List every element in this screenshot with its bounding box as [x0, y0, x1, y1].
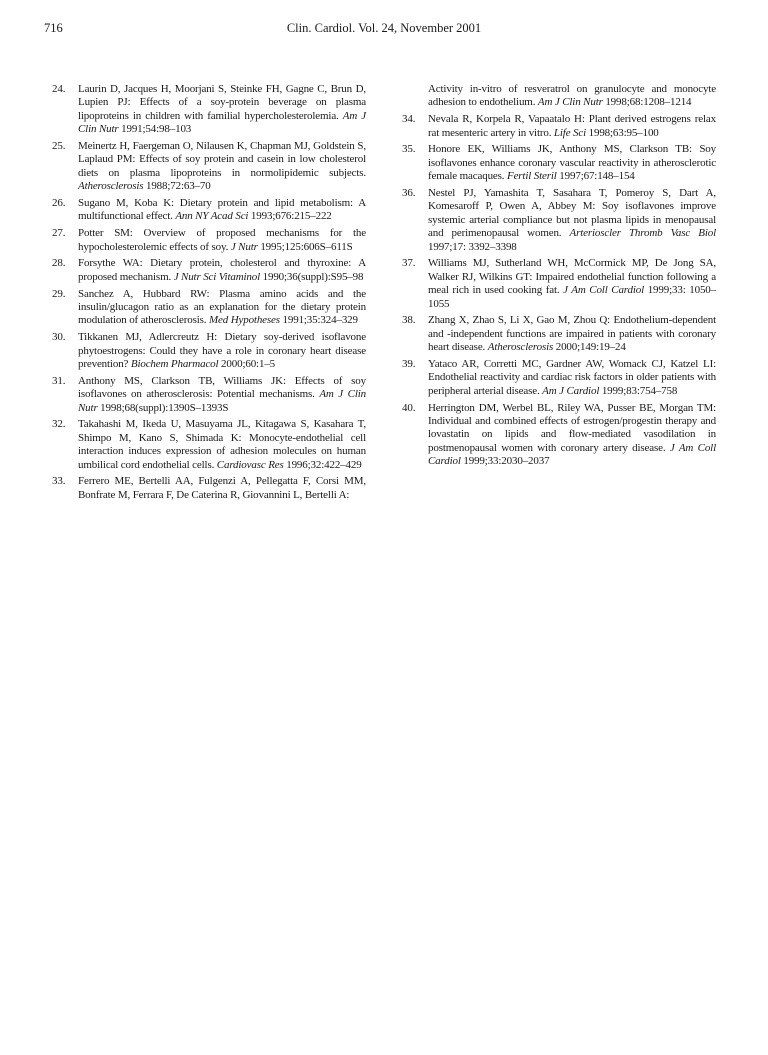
reference-number: 33. [52, 475, 66, 488]
reference-body: Sugano M, Koba K: Dietary protein and lipid metabolism: A multifunctional effect. Ann NY Acad Sci 1993;676:215–222 [78, 197, 366, 223]
reference-body: Ferrero ME, Bertelli AA, Fulgenzi A, Pellegatta F, Corsi MM, Bonfrate M, Ferrara F, De Caterina R, Giovannini L, Bertelli A: [78, 475, 366, 501]
journal-name: Arterioscler Thromb Vasc Biol [569, 227, 716, 240]
running-head: Clin. Cardiol. Vol. 24, November 2001 [286, 21, 482, 35]
reference-body: Herrington DM, Werbel BL, Riley WA, Pusser BE, Morgan TM: Individual and combined effects of estrogen/progestin therapy and lovastatin on lipids and flow-mediated vasodilation in postmenopausal women with coronary artery disease. J Am Coll Cardiol 1999;33:2030–2037 [428, 401, 716, 468]
reference-body: Takahashi M, Ikeda U, Masuyama JL, Kitagawa S, Kasahara T, Shimpo M, Kano S, Shimada K: Monocyte-endothelial cell interaction induces expression of adhesion molecules on human umbilical cord endothelial cells. Cardiovasc Res 1996;32:422–429 [78, 418, 366, 471]
reference-35 [402, 143, 716, 183]
reference-number: 39. [402, 358, 416, 371]
reference-number: 27. [52, 227, 66, 240]
reference-number: 29. [52, 287, 66, 300]
reference-40 [402, 402, 716, 469]
reference-number: 24. [52, 83, 66, 95]
reference-number: 35. [402, 143, 416, 156]
reference-38 [402, 314, 716, 354]
reference-number: 25. [52, 140, 66, 153]
journal-name: J Am Coll Cardiol [428, 441, 716, 468]
reference-number: 28. [52, 257, 66, 270]
reference-body: Sanchez A, Hubbard RW: Plasma amino acids and the insulin/glucagon ratio as an explanation for the dietary protein modulation of atherosclerosis. Med Hypotheses 1991;35:324–329 [78, 287, 366, 327]
journal-name: Am J Clin Nutr [78, 109, 366, 136]
journal-name: Am J Clin Nutr [537, 96, 603, 109]
reference-body: Forsythe WA: Dietary protein, cholesterol and thyroxine: A proposed mechanism. J Nutr Sci Vitaminol 1990;36(suppl):S95–98 [78, 257, 366, 283]
reference-body: Anthony MS, Clarkson TB, Williams JK: Effects of soy isoflavones on atherosclerosis: Potential mechanisms. Am J Clin Nutr 1998;68(suppl):1390S–1393S [78, 374, 366, 414]
reference-body: Potter SM: Overview of proposed mechanisms for the hypocholesterolemic effects of soy. J Nutr 1995;125:606S–611S [78, 227, 366, 253]
reference-body: Laurin D, Jacques H, Moorjani S, Steinke FH, Gagne C, Brun D, Lupien PJ: Effects of a soy-protein beverage on plasma lipoproteins in children with familial hypercholesterolemia. Am J Clin Nutr 1991;54:98–103 [78, 83, 366, 136]
reference-26 [52, 197, 366, 224]
reference-33-continuation: Activity in-vitro of resveratrol on granulocyte and monocyte adhesion to endothelium. Am J Clin Nutr 1998;68:1208–1214 [428, 83, 716, 109]
reference-number: 34. [402, 113, 416, 126]
reference-number: 30. [52, 331, 66, 344]
reference-body: Meinertz H, Faergeman O, Nilausen K, Chapman MJ, Goldstein S, Laplaud PM: Effects of soy protein and casein in low cholesterol diets on plasma lipoproteins in normolipidemic subjects. Atherosclerosis 1988;72:63–70 [78, 140, 366, 193]
reference-37 [402, 257, 716, 311]
reference-27 [52, 227, 366, 254]
reference-number: 36. [402, 187, 416, 200]
reference-body: Yataco AR, Corretti MC, Gardner AW, Womack CJ, Katzel LI: Endothelial reactivity and cardiac risk factors in older patients with peripheral arterial disease. Am J Cardiol 1999;83:754–758 [428, 358, 716, 397]
reference-32 [52, 418, 366, 472]
reference-number: 32. [52, 418, 66, 431]
reference-34 [402, 113, 716, 140]
journal-name: Life Sci [553, 126, 587, 139]
reference-number: 31. [52, 374, 66, 387]
reference-29 [52, 288, 366, 328]
journal-name: J Nutr [230, 240, 258, 253]
reference-36 [402, 187, 716, 254]
reference-number: 40. [402, 401, 416, 414]
reference-24 [52, 83, 366, 137]
journal-name: Atherosclerosis [78, 180, 144, 193]
reference-body: Zhang X, Zhao S, Li X, Gao M, Zhou Q: Endothelium-dependent and -independent functions are impaired in patients with coronary heart disease. Atherosclerosis 2000;149:19–24 [428, 314, 716, 354]
references-left-column [52, 83, 366, 506]
journal-name: Am J Clin Nutr [78, 388, 366, 414]
reference-body: Tikkanen MJ, Adlercreutz H: Dietary soy-derived isoflavone phytoestrogens: Could they have a role in coronary heart disease prevention? Biochem Pharmacol 2000;60:1–5 [78, 331, 366, 371]
journal-name: Cardiovasc Res [216, 458, 284, 471]
journal-name: J Am Coll Cardiol [563, 284, 645, 297]
reference-body: Williams MJ, Sutherland WH, McCormick MP, De Jong SA, Walker RJ, Wilkins GT: Impaired endothelial function following a meal rich in used cooking fat. J Am Coll Cardiol 1999;33: 1050–1055 [428, 257, 716, 310]
reference-31 [52, 375, 366, 415]
reference-number: 26. [52, 197, 66, 210]
reference-39 [402, 358, 716, 398]
journal-name: Atherosclerosis [487, 341, 554, 354]
reference-30 [52, 331, 366, 371]
journal-name: Fertil Steril [507, 170, 557, 183]
journal-name: J Nutr Sci Vitaminol [173, 270, 261, 283]
journal-name: Am J Cardiol [542, 384, 600, 397]
reference-body: Honore EK, Williams JK, Anthony MS, Clarkson TB: Soy isoflavones enhance coronary vascular reactivity in atherosclerotic female macaques. Fertil Steril 1997;67:148–154 [428, 143, 716, 183]
reference-25 [52, 140, 366, 194]
reference-28 [52, 257, 366, 284]
journal-name: Med Hypotheses [209, 314, 280, 327]
reference-body: Nevala R, Korpela R, Vapaatalo H: Plant derived estrogens relax rat mesenteric artery in vitro. Life Sci 1998;63:95–100 [428, 113, 716, 139]
references-right-column [402, 83, 716, 472]
reference-33 [52, 475, 366, 502]
page-number: 716 [44, 21, 63, 35]
page-header [44, 21, 724, 43]
journal-name: Biochem Pharmacol [130, 358, 219, 371]
journal-name: Ann NY Acad Sci [175, 210, 249, 223]
reference-body: Nestel PJ, Yamashita T, Sasahara T, Pomeroy S, Dart A, Komesaroff P, Owen A, Abbey M: Soy isoflavones improve systemic arterial compliance but not plasma lipids in menopausal and perimenopausal women. Arterioscler Thromb Vasc Biol 1997;17: 3392–3398 [428, 187, 716, 253]
reference-number: 37. [402, 257, 416, 270]
reference-number: 38. [402, 314, 416, 327]
